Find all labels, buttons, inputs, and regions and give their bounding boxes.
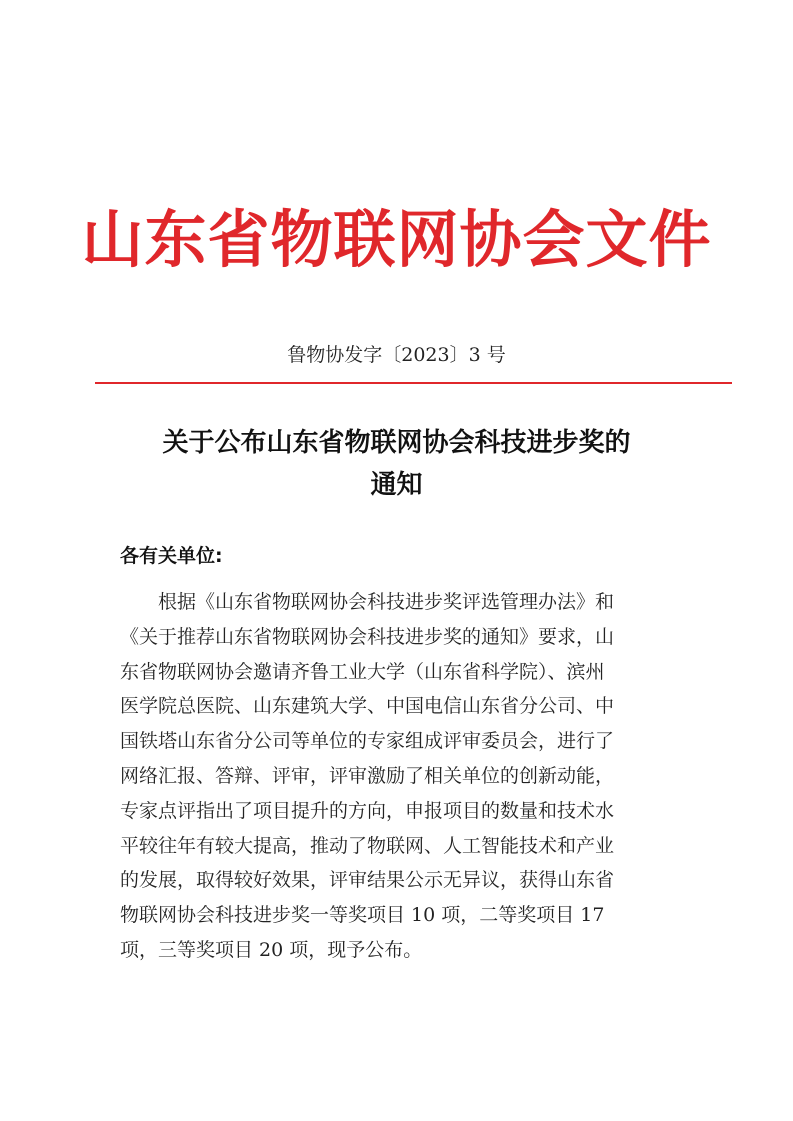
body-line: 物联网协会科技进步奖一等奖项目 10 项，二等奖项目 17 bbox=[120, 904, 605, 927]
body-line: 《关于推荐山东省物联网协会科技进步奖的通知》要求，山 bbox=[120, 625, 615, 648]
red-divider bbox=[95, 382, 732, 384]
body-line: 平较往年有较大提高，推动了物联网、人工智能技术和产业 bbox=[120, 834, 615, 857]
body-line: 网络汇报、答辩、评审，评审激励了相关单位的创新动能， bbox=[120, 764, 615, 787]
body-line: 国铁塔山东省分公司等单位的专家组成评审委员会，进行了 bbox=[120, 730, 615, 753]
salutation: 各有关单位: bbox=[120, 545, 223, 567]
body-line: 的发展，取得较好效果，评审结果公示无异议，获得山东省 bbox=[120, 869, 615, 892]
body-line: 项，三等奖项目 20 项，现予公布。 bbox=[120, 938, 423, 961]
notice-title bbox=[0, 422, 793, 506]
notice-title-line-2: 通知 bbox=[370, 470, 423, 500]
body-line: 根据《山东省物联网协会科技进步奖评选管理办法》和 bbox=[158, 591, 615, 613]
masthead-title: 山东省物联网协会文件 bbox=[81, 203, 712, 276]
body-paragraph bbox=[120, 585, 672, 968]
body-line: 医学院总医院、山东建筑大学、中国电信山东省分公司、中 bbox=[120, 695, 615, 718]
document-number: 鲁物协发字〔2023〕3 号 bbox=[287, 344, 506, 366]
notice-title-line-1: 关于公布山东省物联网协会科技进步奖的 bbox=[162, 428, 631, 458]
body-line: 东省物联网协会邀请齐鲁工业大学（山东省科学院）、滨州 bbox=[120, 660, 605, 683]
body-line: 专家点评指出了项目提升的方向，申报项目的数量和技术水 bbox=[120, 799, 615, 822]
